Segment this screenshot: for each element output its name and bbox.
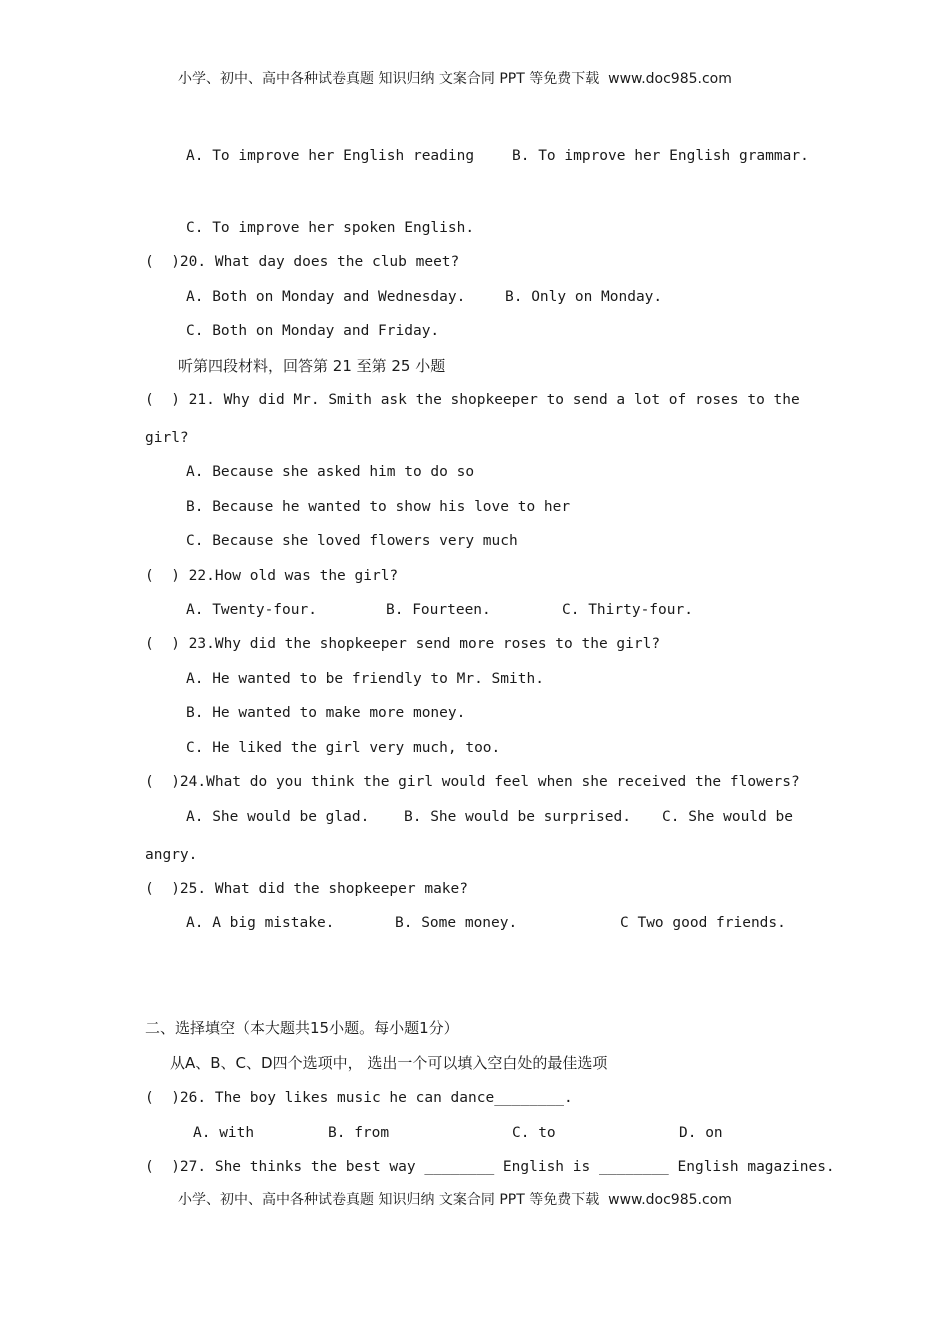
q25-option-b: B. Some money. (395, 915, 518, 931)
page-footer: 小学、初中、高中各种试卷真题 知识归纳 文案合同 PPT 等免费下载 www.doc985.com (178, 1192, 732, 1208)
q20-option-b: B. Only on Monday. (505, 289, 663, 305)
q21-option-b: B. Because he wanted to show his love to her (186, 499, 571, 515)
q24-option-c-line2: angry. (145, 847, 198, 863)
q19-option-c: C. To improve her spoken English. (186, 220, 475, 236)
q22-stem: ( ) 22.How old was the girl? (145, 568, 399, 584)
page-header: 小学、初中、高中各种试卷真题 知识归纳 文案合同 PPT 等免费下载 www.doc985.com (178, 71, 732, 87)
q21-option-a: A. Because she asked him to do so (186, 464, 475, 480)
q26-stem: ( )26. The boy likes music he can dance________. (145, 1090, 573, 1106)
q20-stem: ( )20. What day does the club meet? (145, 254, 460, 270)
part2-instruction: 从A、B、C、D四个选项中， 选出一个可以填入空白处的最佳选项 (170, 1054, 608, 1072)
q26-option-a: A. with (193, 1125, 255, 1141)
q22-option-a: A. Twenty-four. (186, 602, 317, 618)
q20-option-c: C. Both on Monday and Friday. (186, 323, 440, 339)
part2-title: 二、选择填空（本大题共15小题。每小题1分） (145, 1019, 459, 1037)
q23-option-c: C. He liked the girl very much, too. (186, 740, 501, 756)
q24-option-a: A. She would be glad. (186, 809, 370, 825)
q26-option-c: C. to (512, 1125, 556, 1141)
q25-option-a: A. A big mistake. (186, 915, 335, 931)
q23-stem: ( ) 23.Why did the shopkeeper send more roses to the girl? (145, 636, 661, 652)
q22-option-b: B. Fourteen. (386, 602, 491, 618)
q19-option-a: A. To improve her English reading (186, 148, 475, 164)
q24-stem: ( )24.What do you think the girl would feel when she received the flowers? (145, 774, 800, 790)
q24-option-c-line1: C. She would be (662, 809, 793, 825)
q21-option-c: C. Because she loved flowers very much (186, 533, 518, 549)
q20-option-a: A. Both on Monday and Wednesday. (186, 289, 466, 305)
q24-option-b: B. She would be surprised. (404, 809, 631, 825)
section4-intro: 听第四段材料，回答第 21 至第 25 小题 (178, 357, 446, 375)
q26-option-b: B. from (328, 1125, 390, 1141)
q21-stem-line1: ( ) 21. Why did Mr. Smith ask the shopkeeper to send a lot of roses to the (145, 392, 800, 408)
q22-option-c: C. Thirty-four. (562, 602, 693, 618)
q23-option-a: A. He wanted to be friendly to Mr. Smith. (186, 671, 544, 687)
q27-stem: ( )27. She thinks the best way ________ English is ________ English magazines. (145, 1159, 835, 1175)
q26-option-d: D. on (679, 1125, 723, 1141)
q25-stem: ( )25. What did the shopkeeper make? (145, 881, 469, 897)
q19-option-b: B. To improve her English grammar. (512, 148, 809, 164)
q23-option-b: B. He wanted to make more money. (186, 705, 466, 721)
q21-stem-line2: girl? (145, 430, 189, 446)
q25-option-c: C Two good friends. (620, 915, 786, 931)
